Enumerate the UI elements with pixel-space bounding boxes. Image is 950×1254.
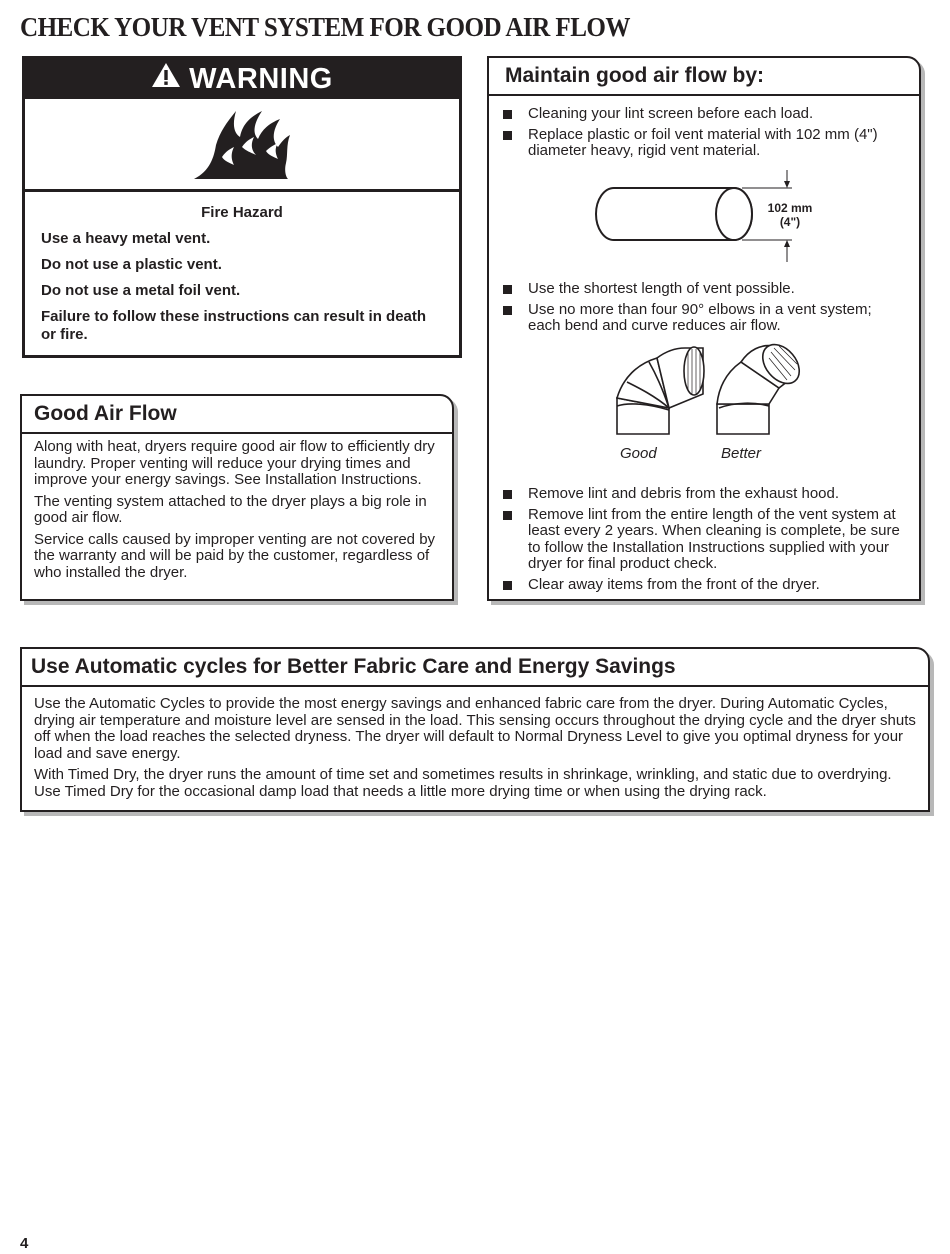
list-item: Clear away items from the front of the dryer.	[503, 577, 905, 594]
fire-icon	[192, 107, 292, 181]
list-item: Cleaning your lint screen before each load.	[503, 106, 905, 123]
maintain-air-flow-title: Maintain good air flow by:	[489, 58, 919, 96]
warning-box	[22, 56, 462, 358]
paragraph: The venting system attached to the dryer plays a big role in good air flow.	[34, 492, 427, 526]
warning-label: WARNING	[189, 62, 333, 95]
paragraph: With Timed Dry, the dryer runs the amount of time set and sometimes results in shrinkage, wrinkling, and static due to overdrying. Use Timed Dry for the occasional damp load that needs a little more drying time or when using the drying rack.	[34, 766, 892, 800]
warning-line: Do not use a metal foil vent.	[41, 282, 241, 299]
fire-icon-area	[25, 99, 459, 192]
good-air-flow-title: Good Air Flow	[22, 396, 452, 434]
pipe-dimension-mm: 102 mm	[767, 201, 813, 215]
automatic-cycles-panel	[20, 647, 930, 812]
page-title: CHECK YOUR VENT SYSTEM FOR GOOD AIR FLOW	[20, 12, 630, 42]
paragraph: Along with heat, dryers require good air flow to efficiently dry laundry. Proper venting will reduce your drying times and improve your energy savings. See Installation Instructions.	[34, 438, 435, 488]
list-item: Use no more than four 90° elbows in a vent system; each bend and curve reduces air flow.	[503, 302, 905, 335]
list-item: Remove lint from the entire length of the vent system at least every 2 years. When cleaning is complete, be sure to follow the Installation Instructions supplied with your dryer for final product check.	[503, 507, 905, 573]
warning-line: Failure to follow these instructions can result in death or fire.	[41, 308, 427, 343]
warning-header	[25, 59, 459, 99]
vent-pipe-diagram	[594, 166, 813, 266]
better-elbow-icon	[717, 338, 807, 434]
list-item: Use the shortest length of vent possible.	[503, 281, 905, 298]
elbow-label-good: Good	[620, 445, 657, 462]
automatic-cycles-title: Use Automatic cycles for Better Fabric Care and Energy Savings	[22, 649, 928, 687]
bullet-list	[489, 486, 919, 597]
maintain-air-flow-panel	[487, 56, 921, 601]
warning-body	[25, 192, 459, 344]
automatic-cycles-body	[22, 687, 928, 800]
hazard-title: Fire Hazard	[201, 204, 283, 221]
vent-elbows-diagram	[609, 342, 809, 462]
elbow-label-better: Better	[721, 445, 762, 462]
good-air-flow-panel	[20, 394, 454, 601]
list-item: Replace plastic or foil vent material with 102 mm (4") diameter heavy, rigid vent material.	[503, 127, 905, 160]
paragraph: Service calls caused by improper venting are not covered by the warranty and will be paid by the customer, regardless of who installed the dryer.	[34, 530, 436, 581]
warning-line: Do not use a plastic vent.	[41, 256, 222, 273]
page-number: 4	[20, 1235, 29, 1252]
bullet-list	[489, 106, 919, 164]
good-air-flow-body	[22, 434, 452, 581]
warning-triangle-icon	[151, 62, 181, 96]
paragraph: Use the Automatic Cycles to provide the most energy savings and enhanced fabric care from the dryer. During Automatic Cycles, drying air temperature and moisture level are sensed in the load. This sensing occurs throughout the drying cycle and the dryer shuts off when the load reaches the selected dryness. The dryer will default to Normal Dryness Level to give you optimal dryness for your load and save energy.	[34, 695, 916, 762]
pipe-dimension-in: (4")	[779, 215, 801, 229]
bullet-list	[489, 281, 919, 339]
list-item: Remove lint and debris from the exhaust hood.	[503, 486, 905, 503]
good-elbow-icon	[617, 347, 704, 434]
warning-line: Use a heavy metal vent.	[41, 230, 211, 247]
